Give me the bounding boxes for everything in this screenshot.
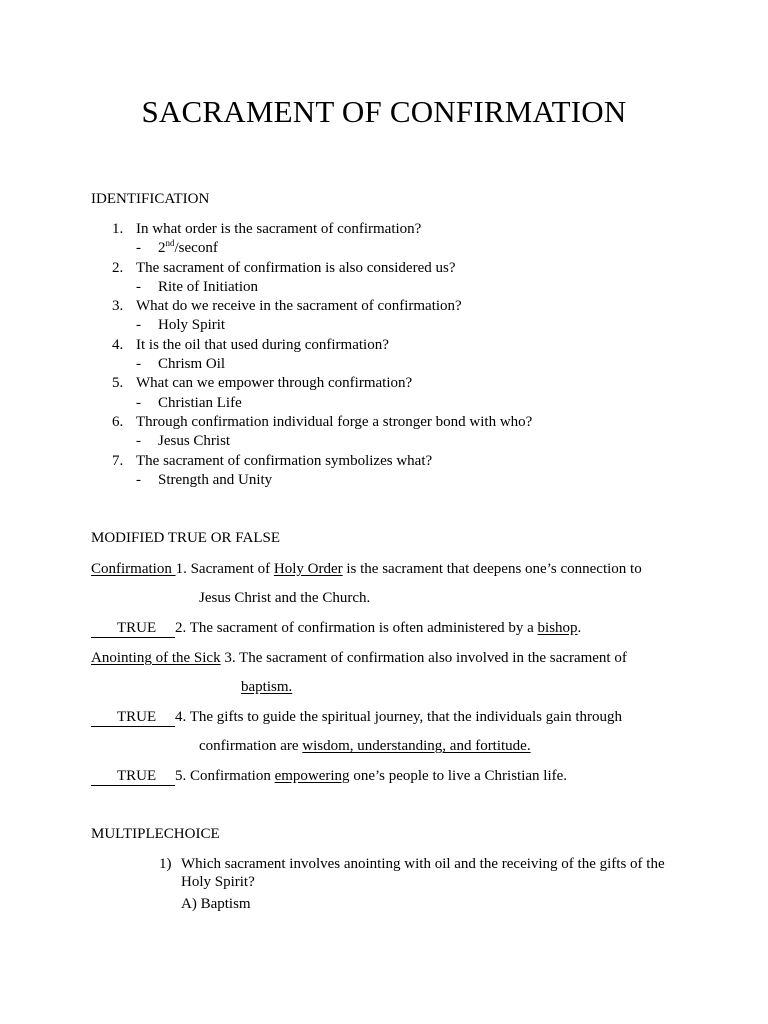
underlined-term: baptism. bbox=[241, 679, 293, 695]
question-line bbox=[0, 336, 768, 355]
answer-text: Chrism Oil bbox=[158, 356, 226, 373]
identification-item bbox=[0, 297, 768, 336]
statement-lead: 1. Sacrament of bbox=[175, 561, 274, 577]
tf-item-3 bbox=[91, 649, 627, 668]
answer-text-main: 2 bbox=[158, 240, 166, 257]
answer-blank: TRUE bbox=[91, 620, 175, 638]
answer-line bbox=[0, 278, 768, 297]
answer-dash: - bbox=[136, 394, 141, 411]
answer-line bbox=[0, 316, 768, 335]
identification-heading: IDENTIFICATION bbox=[91, 191, 210, 207]
mc-question-number: 1) bbox=[159, 856, 172, 872]
question-text: What can we empower through confirmation? bbox=[136, 375, 413, 392]
answer-text bbox=[158, 239, 218, 258]
question-number: 3. bbox=[112, 298, 124, 315]
answer-dash: - bbox=[136, 433, 141, 450]
question-text: Through confirmation individual forge a stronger bond with who? bbox=[136, 413, 533, 430]
tf-item-4-continuation bbox=[199, 737, 531, 756]
identification-list bbox=[0, 220, 768, 490]
answer-dash: - bbox=[136, 278, 141, 295]
identification-item bbox=[0, 452, 768, 491]
identification-item bbox=[0, 336, 768, 375]
answer-dash: - bbox=[136, 471, 141, 488]
question-number: 2. bbox=[112, 259, 124, 276]
answer-blank: TRUE bbox=[91, 768, 175, 786]
answer-superscript: nd bbox=[165, 238, 175, 249]
mc-option: A) Baptism bbox=[181, 896, 251, 912]
underlined-term: wisdom, understanding, and fortitude. bbox=[302, 738, 531, 754]
question-text: In what order is the sacrament of confirmation? bbox=[136, 221, 422, 237]
page-title: SACRAMENT OF CONFIRMATION bbox=[141, 94, 627, 129]
question-number: 4. bbox=[112, 336, 124, 353]
statement-lead: 2. The sacrament of confirmation is often administered by a bbox=[175, 620, 538, 636]
identification-item bbox=[0, 259, 768, 298]
tf-item-1-continuation: Jesus Christ and the Church. bbox=[199, 590, 371, 606]
question-number: 5. bbox=[112, 375, 124, 392]
question-line bbox=[0, 259, 768, 278]
mc-question-text: Which sacrament involves anointing with oil and the receiving of the gifts of the Holy Spirit? bbox=[181, 856, 665, 890]
answer-text: Christian Life bbox=[158, 394, 242, 411]
statement-rest: is the sacrament that deepens one’s connection to bbox=[342, 561, 642, 577]
answer-text-suffix: /seconf bbox=[174, 240, 218, 257]
question-text: The sacrament of confirmation symbolizes what? bbox=[136, 452, 433, 469]
answer-blank: TRUE bbox=[91, 709, 175, 727]
statement-rest: . bbox=[577, 620, 582, 636]
question-line bbox=[0, 374, 768, 393]
statement-lead: confirmation are bbox=[199, 738, 303, 754]
answer-text: Strength and Unity bbox=[158, 471, 273, 488]
tf-item-1 bbox=[91, 560, 642, 579]
tf-item-4 bbox=[91, 708, 622, 727]
answer-line bbox=[0, 239, 768, 258]
answer-text: Holy Spirit bbox=[158, 317, 226, 334]
multiple-choice-heading: MULTIPLECHOICE bbox=[91, 826, 220, 842]
question-text: What do we receive in the sacrament of confirmation? bbox=[136, 298, 462, 315]
underlined-term: Holy Order bbox=[273, 561, 343, 577]
underlined-term: empowering bbox=[274, 768, 350, 784]
answer-dash: - bbox=[136, 356, 141, 373]
tf-item-5 bbox=[91, 767, 567, 786]
question-line bbox=[0, 452, 768, 471]
answer-dash: - bbox=[136, 317, 141, 334]
statement-rest: one’s people to live a Christian life. bbox=[349, 768, 568, 784]
answer-line bbox=[0, 432, 768, 451]
identification-item bbox=[0, 374, 768, 413]
question-line bbox=[0, 297, 768, 316]
question-number: 1. bbox=[112, 221, 124, 237]
modified-tf-heading: MODIFIED TRUE OR FALSE bbox=[91, 530, 281, 546]
tf-item-3-continuation bbox=[241, 678, 292, 697]
answer-blank: Anointing of the Sick bbox=[91, 650, 221, 666]
answer-dash: - bbox=[136, 240, 141, 257]
answer-line bbox=[0, 355, 768, 374]
answer-text: Jesus Christ bbox=[158, 433, 231, 450]
answer-blank: Confirmation bbox=[91, 561, 176, 577]
question-number: 7. bbox=[112, 452, 124, 469]
tf-item-2 bbox=[91, 619, 581, 638]
statement-lead: 5. Confirmation bbox=[175, 768, 275, 784]
statement-lead: 3. The sacrament of confirmation also involved in the sacrament of bbox=[220, 650, 627, 666]
question-line bbox=[0, 220, 768, 239]
underlined-term: bishop bbox=[537, 620, 578, 636]
answer-text: Rite of Initiation bbox=[158, 278, 258, 295]
question-number: 6. bbox=[112, 413, 124, 430]
question-text: It is the oil that used during confirmation? bbox=[136, 336, 389, 353]
answer-line bbox=[0, 394, 768, 413]
identification-item bbox=[0, 220, 768, 259]
statement-lead: 4. The gifts to guide the spiritual journey, that the individuals gain through bbox=[175, 709, 623, 725]
identification-item bbox=[0, 413, 768, 452]
question-text: The sacrament of confirmation is also considered us? bbox=[136, 259, 456, 276]
question-line bbox=[0, 413, 768, 432]
answer-line bbox=[0, 471, 768, 490]
